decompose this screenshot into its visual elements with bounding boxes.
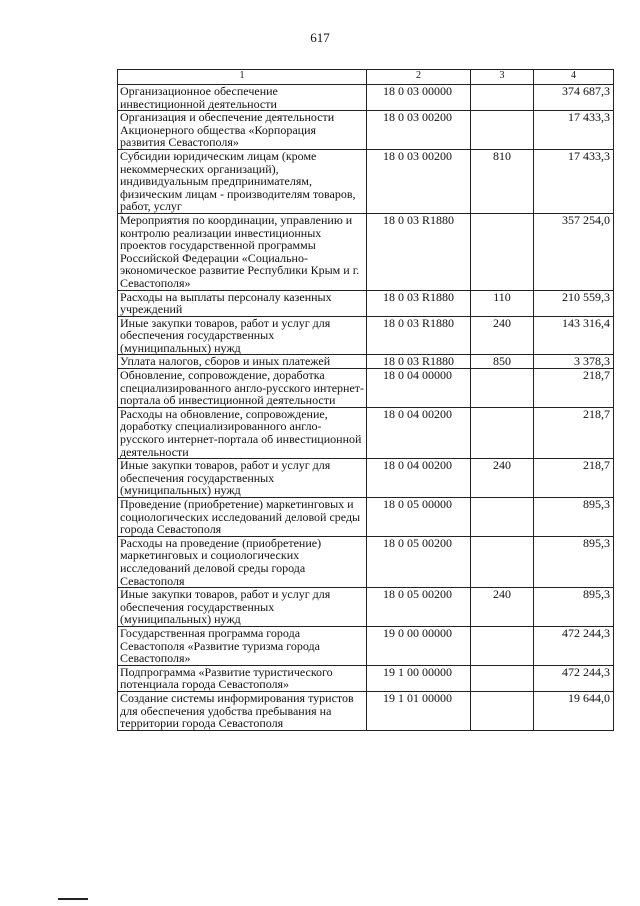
- row-name-cell: Расходы на обновление, сопровождение, доработку специализированного англо-русского интернет-портала об инвестиционной деятельности: [118, 407, 367, 458]
- row-name-cell: Субсидии юридическим лицам (кроме некоммерческих организаций), индивидуальным предпринимателям, физическим лицам - производителям товаров, работ, услуг: [118, 149, 367, 213]
- row-expense-type-cell: 850: [471, 355, 534, 369]
- row-code-cell: 18 0 03 R1880: [367, 355, 471, 369]
- table-header-row: [118, 70, 614, 85]
- table-row: [118, 498, 614, 537]
- row-name-cell: Создание системы информирования туристов для обеспечения удобства пребывания на территории города Севастополя: [118, 691, 367, 730]
- table-row: [118, 355, 614, 369]
- row-expense-type-cell: [471, 213, 534, 290]
- row-expense-type-cell: [471, 498, 534, 537]
- row-expense-type-cell: [471, 407, 534, 458]
- column-header: 2: [367, 70, 471, 85]
- row-name-cell: Организация и обеспечение деятельности Акционерного общества «Корпорация развития Севастополя»: [118, 111, 367, 150]
- table-row: [118, 290, 614, 316]
- row-amount-cell: 895,3: [534, 588, 614, 627]
- row-name-cell: Уплата налогов, сборов и иных платежей: [118, 355, 367, 369]
- row-expense-type-cell: 240: [471, 588, 534, 627]
- table-row: [118, 369, 614, 408]
- row-name-cell: Мероприятия по координации, управлению и контролю реализации инвестиционных проектов государственной программы Российской Федерации «Социально-экономическое развитие Республики Крым и г. Севастополя»: [118, 213, 367, 290]
- table-row: [118, 316, 614, 355]
- row-amount-cell: 210 559,3: [534, 290, 614, 316]
- row-amount-cell: 895,3: [534, 498, 614, 537]
- row-code-cell: 18 0 04 00200: [367, 459, 471, 498]
- table-row: [118, 459, 614, 498]
- table-row: [118, 149, 614, 213]
- row-name-cell: Иные закупки товаров, работ и услуг для обеспечения государственных (муниципальных) нужд: [118, 316, 367, 355]
- row-expense-type-cell: [471, 536, 534, 587]
- row-amount-cell: 472 244,3: [534, 626, 614, 665]
- row-amount-cell: 143 316,4: [534, 316, 614, 355]
- row-code-cell: 18 0 03 R1880: [367, 213, 471, 290]
- row-name-cell: Организационное обеспечение инвестиционной деятельности: [118, 85, 367, 111]
- row-amount-cell: 17 433,3: [534, 111, 614, 150]
- row-name-cell: Проведение (приобретение) маркетинговых и социологических исследований деловой среды города Севастополя: [118, 498, 367, 537]
- row-expense-type-cell: 110: [471, 290, 534, 316]
- row-amount-cell: 218,7: [534, 407, 614, 458]
- row-name-cell: Государственная программа города Севастополя «Развитие туризма города Севастополя»: [118, 626, 367, 665]
- row-expense-type-cell: [471, 111, 534, 150]
- row-expense-type-cell: 240: [471, 316, 534, 355]
- row-expense-type-cell: 810: [471, 149, 534, 213]
- row-code-cell: 18 0 05 00200: [367, 588, 471, 627]
- row-expense-type-cell: [471, 665, 534, 691]
- row-expense-type-cell: [471, 85, 534, 111]
- page-number: 617: [310, 30, 330, 45]
- table-row: [118, 85, 614, 111]
- table-row: [118, 665, 614, 691]
- row-name-cell: Иные закупки товаров, работ и услуг для обеспечения государственных (муниципальных) нужд: [118, 459, 367, 498]
- row-code-cell: 18 0 03 00200: [367, 111, 471, 150]
- row-expense-type-cell: [471, 369, 534, 408]
- table-row: [118, 626, 614, 665]
- table-row: [118, 111, 614, 150]
- row-amount-cell: 218,7: [534, 369, 614, 408]
- table-row: [118, 588, 614, 627]
- row-amount-cell: 374 687,3: [534, 85, 614, 111]
- row-code-cell: 19 1 00 00000: [367, 665, 471, 691]
- row-code-cell: 18 0 04 00000: [367, 369, 471, 408]
- row-expense-type-cell: 240: [471, 459, 534, 498]
- row-amount-cell: 357 254,0: [534, 213, 614, 290]
- row-amount-cell: 895,3: [534, 536, 614, 587]
- footer-divider: [58, 898, 88, 900]
- table-row: [118, 536, 614, 587]
- row-amount-cell: 218,7: [534, 459, 614, 498]
- row-code-cell: 19 1 01 00000: [367, 691, 471, 730]
- row-code-cell: 19 0 00 00000: [367, 626, 471, 665]
- row-name-cell: Подпрограмма «Развитие туристического потенциала города Севастополя»: [118, 665, 367, 691]
- row-name-cell: Расходы на выплаты персоналу казенных учреждений: [118, 290, 367, 316]
- row-code-cell: 18 0 03 00200: [367, 149, 471, 213]
- row-amount-cell: 472 244,3: [534, 665, 614, 691]
- row-name-cell: Иные закупки товаров, работ и услуг для обеспечения государственных (муниципальных) нужд: [118, 588, 367, 627]
- row-expense-type-cell: [471, 691, 534, 730]
- row-code-cell: 18 0 05 00000: [367, 498, 471, 537]
- table-row: [118, 213, 614, 290]
- row-expense-type-cell: [471, 626, 534, 665]
- table-row: [118, 691, 614, 730]
- column-header: 3: [471, 70, 534, 85]
- row-code-cell: 18 0 03 R1880: [367, 290, 471, 316]
- row-amount-cell: 3 378,3: [534, 355, 614, 369]
- row-code-cell: 18 0 05 00200: [367, 536, 471, 587]
- row-name-cell: Обновление, сопровождение, доработка специализированного англо-русского интернет-портала об инвестиционной деятельности: [118, 369, 367, 408]
- row-code-cell: 18 0 04 00200: [367, 407, 471, 458]
- row-name-cell: Расходы на проведение (приобретение) маркетинговых и социологических исследований деловой среды города Севастополя: [118, 536, 367, 587]
- row-amount-cell: 19 644,0: [534, 691, 614, 730]
- table-row: [118, 407, 614, 458]
- budget-table: [117, 69, 614, 731]
- row-code-cell: 18 0 03 00000: [367, 85, 471, 111]
- row-amount-cell: 17 433,3: [534, 149, 614, 213]
- row-code-cell: 18 0 03 R1880: [367, 316, 471, 355]
- column-header: 4: [534, 70, 614, 85]
- column-header: 1: [118, 70, 367, 85]
